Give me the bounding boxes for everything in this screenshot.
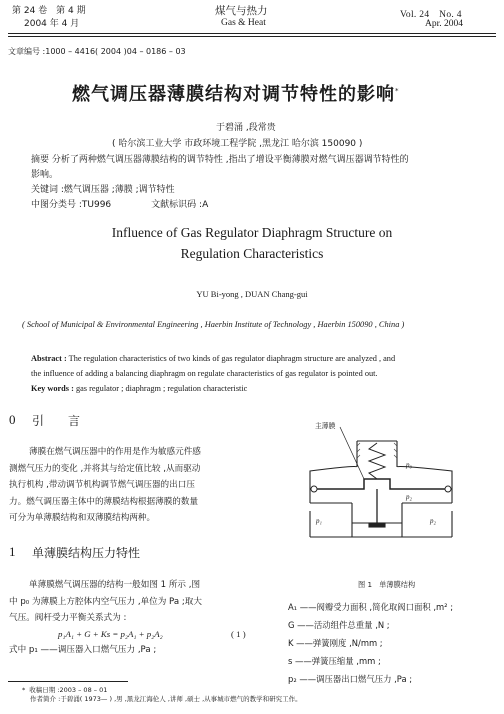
intro-line-3: 执行机构 ,带动调节机构调节燃气调压器的出口压: [9, 480, 195, 490]
volume-issue-cn: 第 24 卷 第 4 期: [12, 6, 86, 16]
section-1-number: 1: [9, 544, 16, 559]
authors-en: YU Bi-yong , DUAN Chang-gui: [196, 289, 308, 299]
title-cn-text: 燃气调压器薄膜结构对调节特性的影响: [72, 84, 395, 105]
figure-label-p2-outlet: p₂: [430, 517, 436, 525]
intro-line-5: 可分为单薄膜结构和双薄膜结构两种。: [9, 513, 156, 523]
sec1-line-1: 单薄膜燃气调压器的结构一般如图 1 所示 ,图: [29, 580, 201, 590]
var-A1: A₁ ——阀瓣受力面积 ,简化取阀口面积 ,m² ;: [288, 602, 454, 612]
figure-1-diagram: [302, 415, 462, 555]
figure-label-main-diaphragm: 主薄膜: [315, 422, 336, 430]
section-0-number: 0: [9, 412, 16, 427]
spring: [369, 443, 385, 479]
sec1-line-3: 气压。阀杆受力平衡关系式为 :: [9, 613, 127, 623]
figure-label-p1: p₁: [316, 517, 322, 525]
sec1-line-2: 中 p₀ 为薄膜上方腔体内空气压力 ,单位为 Pa ;取大: [9, 596, 202, 607]
authors-cn: 于碧涌 ,段常贵: [216, 123, 276, 133]
intro-paragraph: [9, 444, 279, 527]
var-p2: p₂ ——调压器出口燃气压力 ,Pa ;: [288, 674, 413, 684]
title-en: [0, 222, 504, 264]
abstract-cn: [31, 153, 491, 213]
article-number: 文章编号 :1000 – 4416( 2004 )04 – 0186 – 03: [8, 47, 186, 56]
affiliation-cn: ( 哈尔滨工业大学 市政环境工程学院 ,黑龙江 哈尔滨 150090 ): [112, 139, 363, 149]
date-en: Apr. 2004: [425, 19, 463, 29]
where-line: 式中 p₁ ——调压器入口燃气压力 ,Pa ;: [9, 645, 157, 655]
abstract-en-label: Abstract :: [31, 354, 67, 363]
footnote-received: [22, 686, 302, 695]
date-cn: 2004 年 4 月: [24, 19, 80, 29]
keywords-en-line: [31, 381, 491, 396]
section-1-paragraph: [9, 577, 279, 627]
classification-row: [31, 198, 491, 213]
var-G: G ——活动组件总重量 ,N ;: [288, 620, 390, 630]
figure-1-caption: 图 1 单薄膜结构: [358, 580, 416, 589]
header-rule-bottom: [8, 36, 496, 37]
var-K: K ——弹簧刚度 ,N/mm ;: [288, 638, 383, 648]
equation-1-number: ( 1 ): [231, 629, 246, 639]
keywords-en-label: Key words :: [31, 384, 74, 393]
abstract-en-line-1: [31, 351, 491, 366]
figure-1: [302, 415, 462, 555]
title-en-line-2: Regulation Characteristics: [180, 246, 324, 261]
footnote-received-text: 收稿日期 :2003 – 08 – 01: [29, 686, 108, 694]
header-rule-top: [8, 33, 496, 34]
keywords-cn: 关键词 :燃气调压器 ;薄膜 ;调节特性: [31, 185, 175, 195]
abstract-cn-line-2: 影响。: [31, 170, 59, 180]
intro-line-2: 测燃气压力的变化 ,并将其与给定值比较 ,从而驱动: [9, 463, 201, 474]
var-s: s ——弹簧压缩量 ,mm ;: [288, 656, 381, 666]
footnote-author-bio: 作者简介 :于碧涌( 1973— ) ,男 ,黑龙江海伦人 ,讲师 ,硕士 ,从事城市燃气的教学和研究工作。: [30, 695, 302, 703]
footnote-mark: *: [22, 686, 26, 694]
section-1-title: 单薄膜结构压力特性: [32, 546, 141, 560]
main-diaphragm-leader: [340, 427, 364, 479]
valve-disc: [369, 523, 385, 527]
abstract-en-text-1: The regulation characteristics of two kinds of gas regulator diaphragm structure are analyzed , and: [68, 354, 396, 363]
seal-right: [445, 486, 451, 492]
journal-name-en: Gas & Heat: [221, 18, 266, 28]
keywords-en: gas regulator ; diaphragm ; regulation characteristic: [75, 384, 248, 393]
footnote: [22, 686, 302, 704]
abstract-en-line-2: the influence of adding a balancing diaphragm on regulate characteristics of gas regulator is pointed out.: [31, 369, 378, 378]
figure-label-p2-chamber: p₂: [406, 493, 412, 501]
intro-line-4: 力。燃气调压器主体中的薄膜结构根据薄膜的数量: [9, 496, 199, 507]
variable-definitions: [288, 598, 500, 688]
intro-line-1: 薄膜在燃气调压器中的作用是作为敏感元件感: [29, 447, 201, 457]
document-code: 文献标识码 :A: [151, 200, 209, 210]
title-en-line-1: Influence of Gas Regulator Diaphragm Structure on: [111, 225, 393, 240]
abstract-en: [31, 351, 491, 396]
title-cn: [72, 80, 400, 106]
figure-label-p0: p₀: [406, 461, 412, 469]
diaphragm: [310, 479, 452, 489]
journal-name-cn: 煤气与热力: [215, 5, 268, 17]
equation-1: p₁A₁ + G + Ks = p₂A₁ + p₂A₂: [58, 629, 163, 639]
volume-issue-en: Vol. 24 No. 4: [400, 10, 462, 20]
seal-left: [311, 486, 317, 492]
section-0-title: 引 言: [32, 414, 81, 428]
affiliation-en: ( School of Municipal & Environmental Engineering , Haerbin Institute of Technology , Haerbin 150090 , China ): [22, 320, 405, 329]
title-footnote-mark: *: [395, 87, 400, 95]
abstract-cn-line-1: 摘要 分析了两种燃气调压器薄膜结构的调节特性 ,指出了增设平衡薄膜对燃气调压器调节特性的: [31, 155, 409, 165]
clc-number: 中图分类号 :TU996: [31, 200, 112, 210]
footnote-rule: [8, 681, 128, 682]
